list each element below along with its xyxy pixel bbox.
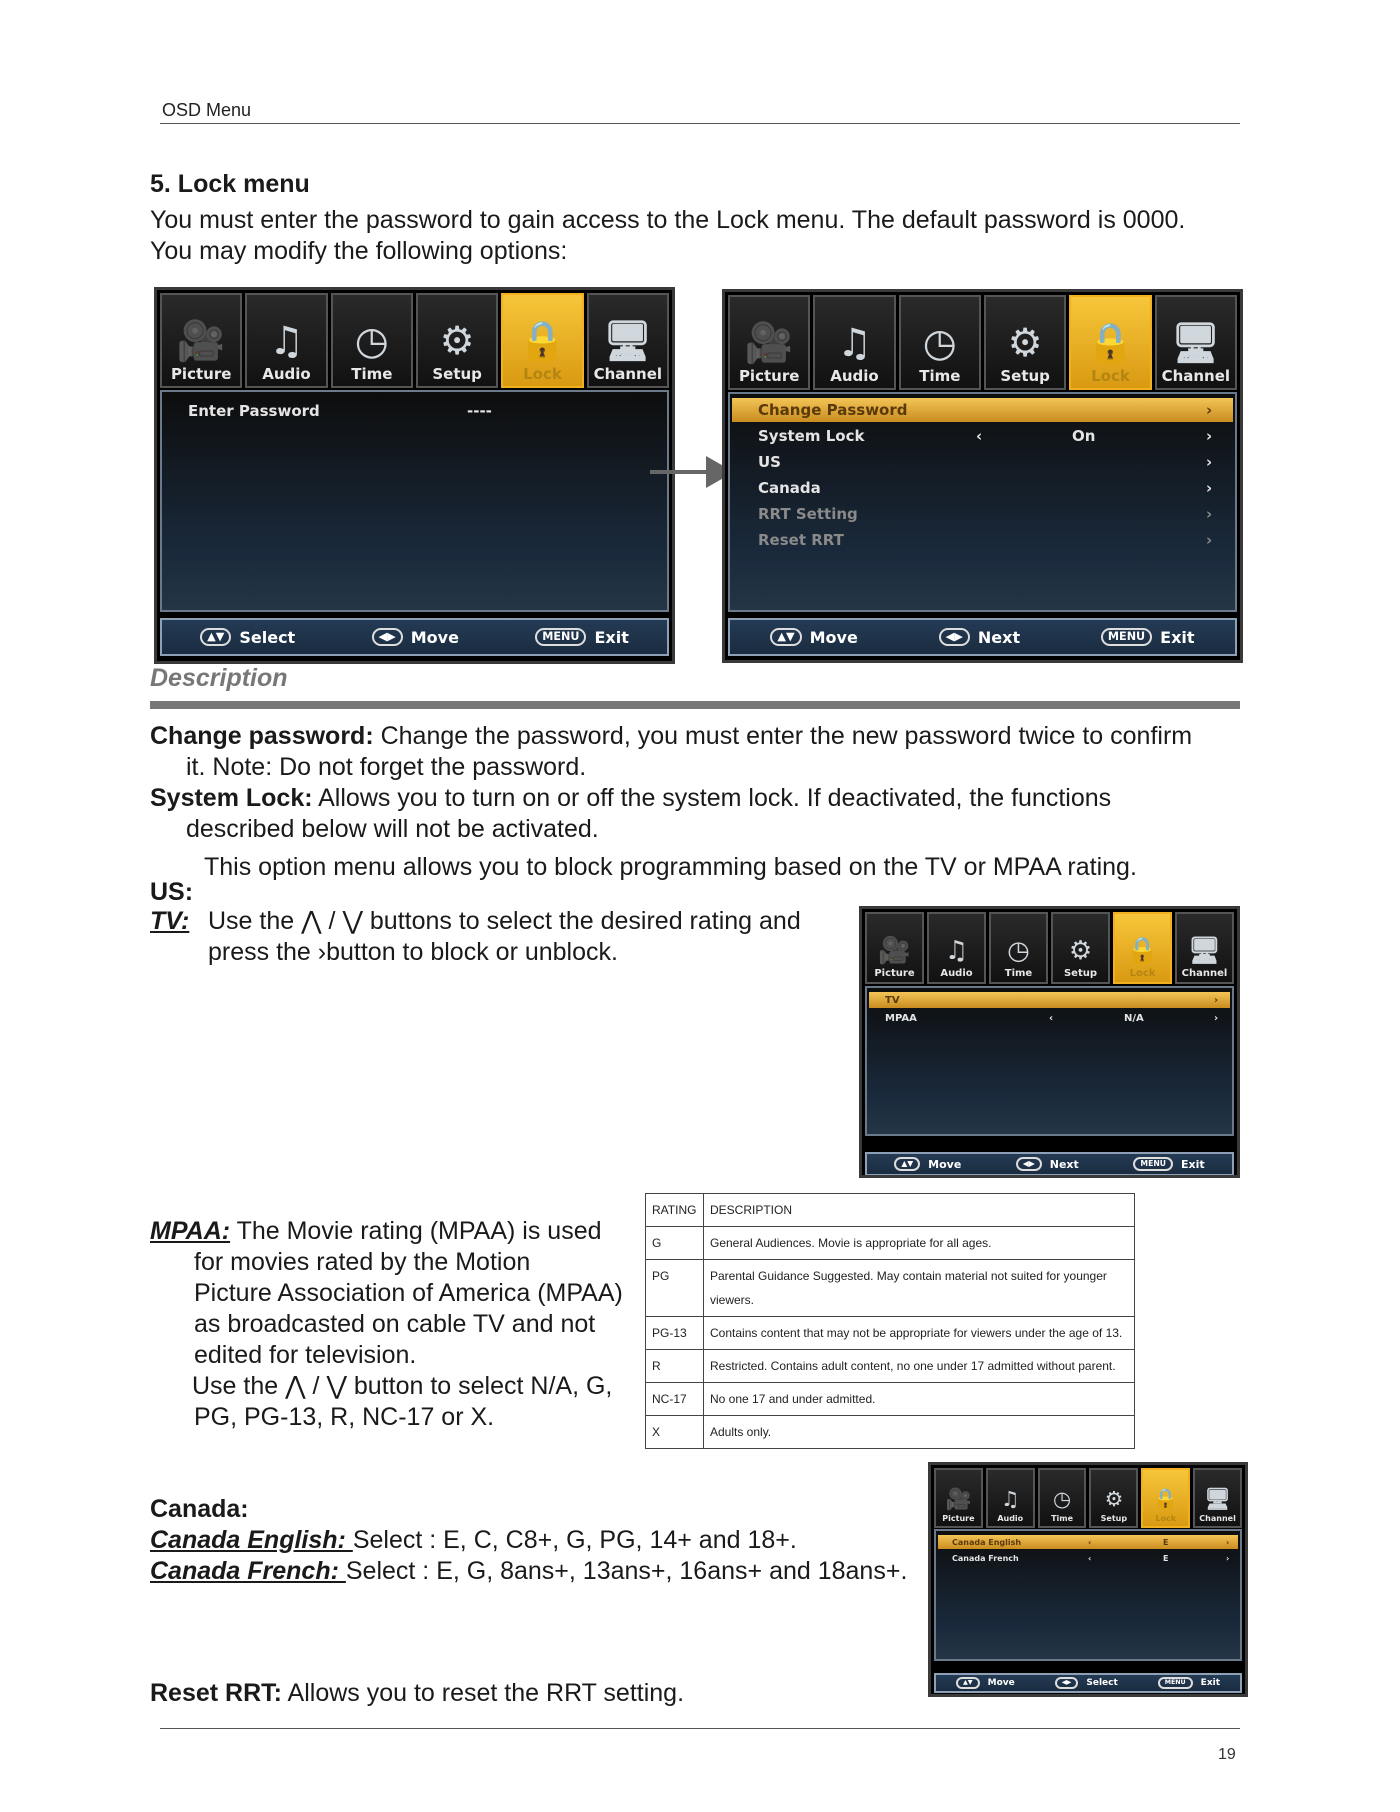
tab-label: Picture [170, 365, 232, 383]
right-arrow-icon: › [1226, 1553, 1230, 1563]
canada-english-term: Canada English: [150, 1526, 353, 1554]
menu-row-label: System Lock [758, 427, 865, 445]
tab-label: Channel [1181, 968, 1228, 979]
remote-key-icon: ▲▼ [770, 628, 801, 647]
mpaa-line: edited for television. [194, 1341, 417, 1369]
canada-english-text: Select : E, C, C8+, G, PG, 14+ and 18+. [352, 1526, 797, 1554]
tab-label: Picture [942, 1514, 975, 1523]
footer-hint-label: Exit [594, 627, 629, 647]
tab-label: Time [919, 367, 961, 385]
clock-icon: ◷ [1052, 1487, 1072, 1512]
gear-wrench-icon: ⚙ [1007, 321, 1043, 366]
footer-hint-label: Move [410, 627, 459, 647]
remote-key-icon: ◀▶ [939, 628, 970, 647]
menu-panel [865, 986, 1234, 1136]
tab-picture[interactable] [728, 295, 810, 390]
intro-line-1: You must enter the password to gain access to the Lock menu. The default password is 0000. [150, 206, 1186, 234]
mpaa-line: as broadcasted on cable TV and not [194, 1310, 596, 1338]
tab-audio[interactable] [986, 1468, 1035, 1528]
table-row [646, 1317, 1135, 1350]
footer-hint [200, 628, 295, 647]
tab-lock[interactable] [1141, 1468, 1190, 1528]
tab-label: Time [351, 365, 393, 383]
right-arrow-icon: › [1206, 427, 1213, 445]
tab-label: Audio [997, 1514, 1024, 1523]
tab-label: Lock [523, 365, 562, 383]
footer-hint-label: Next [977, 627, 1021, 647]
section-title: 5. Lock menu [150, 170, 310, 198]
table-row [646, 1383, 1135, 1416]
mpaa-description [150, 1216, 650, 1433]
footer-hint-label: Select [239, 627, 296, 647]
footer-hint [894, 1157, 961, 1171]
tab-label: Audio [262, 365, 311, 383]
tab-label: Channel [1161, 367, 1231, 385]
footer-hint-label: Exit [1200, 1677, 1221, 1688]
remote-key-icon: ▲▼ [894, 1157, 920, 1171]
tab-lock[interactable] [501, 293, 583, 388]
tab-label: Audio [830, 367, 879, 385]
menu-footer [865, 1152, 1234, 1176]
menu-row-label: Reset RRT [758, 531, 844, 549]
clock-icon: ◷ [1007, 936, 1030, 966]
monitor-icon: 🖥 [1187, 936, 1221, 966]
monitor-icon: 🖥 [603, 319, 653, 364]
tab-label: Channel [1199, 1514, 1236, 1523]
transition-arrow-shaft [650, 470, 710, 474]
remote-key-icon: ◀▶ [372, 628, 403, 647]
tv-text: Use the ⋀ / ⋁ buttons to select the desired rating and [208, 907, 801, 935]
camera-icon: 🎥 [878, 936, 911, 966]
menu-row-label: Canada French [952, 1553, 1019, 1563]
menu-row[interactable] [732, 502, 1233, 526]
system-lock-description [150, 783, 1250, 845]
music-note-icon: ♫ [944, 936, 969, 966]
canada-french-term: Canada French: [150, 1557, 346, 1585]
tab-setup[interactable] [1051, 912, 1110, 984]
description-cell: Restricted. Contains adult content, no one under 17 admitted without parent. [704, 1350, 1135, 1383]
footer-hint [1133, 1157, 1204, 1171]
menu-row-value: N/A [1124, 1012, 1144, 1024]
footer-hint-label: Move [809, 627, 858, 647]
change-password-term: Change password: [150, 722, 374, 750]
right-arrow-icon: › [1206, 531, 1213, 549]
tab-label: Setup [1063, 968, 1098, 979]
tab-label: Lock [1129, 968, 1156, 979]
music-note-icon: ♫ [837, 321, 872, 366]
tv-screen-lock-menu [722, 289, 1243, 663]
menu-row-value: E [1163, 1537, 1169, 1547]
change-password-text: Change the password, you must enter the new password twice to confirm [373, 722, 1193, 750]
right-arrow-icon: › [1206, 453, 1213, 471]
camera-icon: 🎥 [176, 319, 226, 364]
music-note-icon: ♫ [1000, 1487, 1020, 1512]
right-arrow-icon: › [1226, 1537, 1230, 1547]
tab-audio[interactable] [245, 293, 327, 388]
camera-icon: 🎥 [744, 321, 794, 366]
canada-term: Canada: [150, 1495, 249, 1523]
tv-text-cont: press the ›button to block or unblock. [208, 938, 618, 966]
table-row [646, 1227, 1135, 1260]
right-arrow-icon: › [1206, 479, 1213, 497]
menu-row[interactable] [732, 528, 1233, 552]
tab-label: Channel [593, 365, 663, 383]
tab-label: Setup [1100, 1514, 1128, 1523]
left-arrow-icon: ‹ [1049, 1012, 1054, 1024]
tab-label: Audio [940, 968, 973, 979]
menu-row-label: MPAA [885, 1012, 917, 1024]
reset-rrt-description [150, 1678, 1250, 1709]
remote-key-icon: ▲▼ [956, 1677, 980, 1689]
menu-row-value: On [1072, 427, 1096, 445]
music-note-icon: ♫ [269, 319, 304, 364]
menu-row-label: Canada English [952, 1537, 1022, 1547]
padlock-icon: 🔒 [1152, 1487, 1179, 1512]
menu-row-label: Canada [758, 479, 821, 497]
remote-key-icon: MENU [535, 628, 586, 647]
description-rule [150, 701, 1240, 709]
menu-tabs [728, 295, 1237, 390]
mpaa-line: for movies rated by the Motion [194, 1248, 531, 1276]
description-cell: Contains content that may not be appropriate for viewers under the age of 13. [704, 1317, 1135, 1350]
intro-line-2: You may modify the following options: [150, 237, 568, 265]
tab-label: Setup [432, 365, 482, 383]
rating-cell: NC-17 [646, 1383, 704, 1416]
menu-row-label: TV [885, 994, 900, 1006]
mpaa-line: Picture Association of America (MPAA) [194, 1279, 623, 1307]
menu-row[interactable] [732, 476, 1233, 500]
footer-hint-label: Move [928, 1157, 962, 1171]
footer-hint [372, 628, 459, 647]
tv-screen-enter-password [154, 287, 675, 664]
gear-wrench-icon: ⚙ [1068, 936, 1093, 966]
description-cell: Parental Guidance Suggested. May contain material not suited for younger viewers. [704, 1260, 1135, 1317]
right-arrow-icon: › [1206, 401, 1213, 419]
camera-icon: 🎥 [945, 1487, 972, 1512]
header-rule [160, 123, 1240, 124]
padlock-icon: 🔒 [1126, 936, 1159, 966]
tab-channel[interactable] [1175, 912, 1234, 984]
menu-panel [160, 390, 669, 612]
tab-time[interactable] [899, 295, 981, 390]
tab-label: Picture [874, 968, 915, 979]
tab-time[interactable] [989, 912, 1048, 984]
padlock-icon: 🔒 [1086, 321, 1135, 366]
gear-wrench-icon: ⚙ [439, 319, 475, 364]
menu-row[interactable] [938, 1551, 1238, 1565]
clock-icon: ◷ [354, 319, 389, 364]
tab-lock[interactable] [1069, 295, 1151, 390]
page-number: 19 [1218, 1746, 1236, 1763]
gear-wrench-icon: ⚙ [1104, 1487, 1124, 1512]
monitor-icon: 🖥 [1204, 1487, 1231, 1512]
footer-hint-label: Move [987, 1677, 1015, 1688]
footer-hint [1016, 1157, 1079, 1171]
left-arrow-icon: ‹ [976, 427, 983, 445]
mpaa-line: Use the ⋀ / ⋁ button to select N/A, G, [192, 1372, 613, 1400]
description-column-header: DESCRIPTION [704, 1194, 1135, 1227]
menu-row[interactable] [869, 1010, 1230, 1026]
us-term: US: [150, 878, 194, 906]
mpaa-line: The Movie rating (MPAA) is used [230, 1217, 602, 1245]
remote-key-icon: MENU [1158, 1677, 1193, 1689]
menu-panel [728, 392, 1237, 612]
tab-audio[interactable] [927, 912, 986, 984]
tab-picture[interactable] [934, 1468, 983, 1528]
system-lock-term: System Lock: [150, 784, 313, 812]
tab-audio[interactable] [813, 295, 895, 390]
tab-time[interactable] [331, 293, 413, 388]
reset-rrt-term: Reset RRT: [150, 1679, 282, 1707]
menu-row[interactable] [938, 1535, 1238, 1549]
tab-label: Setup [1000, 367, 1050, 385]
footer-hint-label: Exit [1160, 627, 1195, 647]
tab-setup[interactable] [416, 293, 498, 388]
tab-label: Lock [1155, 1514, 1177, 1523]
clock-icon: ◷ [922, 321, 957, 366]
tab-time[interactable] [1038, 1468, 1087, 1528]
menu-row[interactable] [732, 424, 1233, 448]
rating-cell: G [646, 1227, 704, 1260]
left-arrow-icon: ‹ [1088, 1537, 1092, 1547]
tab-setup[interactable] [1089, 1468, 1138, 1528]
footer-hint [770, 628, 857, 647]
footer-hint [939, 628, 1020, 647]
menu-row-enter-password [162, 398, 667, 424]
change-password-description [150, 721, 1250, 783]
tab-label: Time [1051, 1514, 1074, 1523]
menu-row-label: Change Password [758, 401, 908, 419]
footer-hint-label: Exit [1181, 1157, 1205, 1171]
running-header: OSD Menu [162, 100, 252, 120]
rating-cell: X [646, 1416, 704, 1449]
description-heading: Description [150, 664, 288, 692]
intro-text [150, 205, 1260, 267]
mpaa-line: PG, PG-13, R, NC-17 or X. [194, 1403, 495, 1431]
table-row [646, 1260, 1135, 1317]
canada-french-text: Select : E, G, 8ans+, 13ans+, 16ans+ and 18ans+. [345, 1557, 908, 1585]
menu-tabs [934, 1468, 1242, 1528]
password-value: ---- [467, 402, 492, 420]
remote-key-icon: MENU [1133, 1157, 1173, 1171]
footer-rule [160, 1728, 1240, 1729]
menu-tabs [865, 912, 1234, 984]
menu-row[interactable] [732, 450, 1233, 474]
table-header-row [646, 1194, 1135, 1227]
remote-key-icon: MENU [1101, 628, 1152, 647]
system-lock-text: Allows you to turn on or off the system lock. If deactivated, the functions [312, 784, 1112, 812]
row-label: Enter Password [188, 402, 320, 420]
mpaa-rating-table [645, 1193, 1135, 1449]
tab-picture[interactable] [160, 293, 242, 388]
monitor-icon: 🖥 [1171, 321, 1221, 366]
tab-picture[interactable] [865, 912, 924, 984]
description-cell: General Audiences. Movie is appropriate for all ages. [704, 1227, 1135, 1260]
footer-hint [1101, 628, 1195, 647]
tab-label: Time [1004, 968, 1033, 979]
remote-key-icon: ◀▶ [1055, 1677, 1079, 1689]
remote-key-icon: ◀▶ [1016, 1157, 1042, 1171]
tab-lock[interactable] [1113, 912, 1172, 984]
tab-setup[interactable] [984, 295, 1066, 390]
table-row [646, 1350, 1135, 1383]
menu-row-label: US [758, 453, 781, 471]
menu-tabs [160, 293, 669, 388]
us-intro: This option menu allows you to block programming based on the TV or MPAA rating. [204, 853, 1137, 881]
tab-channel[interactable] [1155, 295, 1237, 390]
right-arrow-icon: › [1206, 505, 1213, 523]
menu-row-label: RRT Setting [758, 505, 858, 523]
remote-key-icon: ▲▼ [200, 628, 231, 647]
footer-hint-label: Select [1086, 1677, 1118, 1688]
rating-cell: PG [646, 1260, 704, 1317]
tv-screen-us-rating [859, 906, 1240, 1178]
tab-label: Picture [738, 367, 800, 385]
menu-footer [728, 618, 1237, 656]
menu-row-value: E [1163, 1553, 1169, 1563]
right-arrow-icon: › [1214, 1012, 1219, 1024]
rating-cell: PG-13 [646, 1317, 704, 1350]
footer-hint [535, 628, 629, 647]
right-arrow-icon: › [1214, 994, 1219, 1006]
rating-cell: R [646, 1350, 704, 1383]
tab-label: Lock [1091, 367, 1130, 385]
footer-hint-label: Next [1049, 1157, 1079, 1171]
tab-channel[interactable] [1193, 1468, 1242, 1528]
tv-screen-canada-rating [928, 1462, 1248, 1697]
change-password-text-cont: it. Note: Do not forget the password. [186, 753, 587, 781]
reset-rrt-text: Allows you to reset the RRT setting. [281, 1679, 685, 1707]
description-cell: No one 17 and under admitted. [704, 1383, 1135, 1416]
menu-row[interactable] [732, 398, 1233, 422]
mpaa-term: MPAA: [150, 1217, 231, 1245]
left-arrow-icon: ‹ [1088, 1553, 1092, 1563]
system-lock-text-cont: described below will not be activated. [186, 815, 599, 843]
menu-footer [160, 618, 669, 656]
tab-channel[interactable] [587, 293, 669, 388]
tv-term: TV: [150, 907, 190, 935]
menu-row[interactable] [869, 992, 1230, 1008]
table-row [646, 1416, 1135, 1449]
padlock-icon: 🔒 [518, 319, 567, 364]
rating-column-header: RATING [646, 1194, 704, 1227]
menu-panel [934, 1529, 1242, 1661]
description-cell: Adults only. [704, 1416, 1135, 1449]
